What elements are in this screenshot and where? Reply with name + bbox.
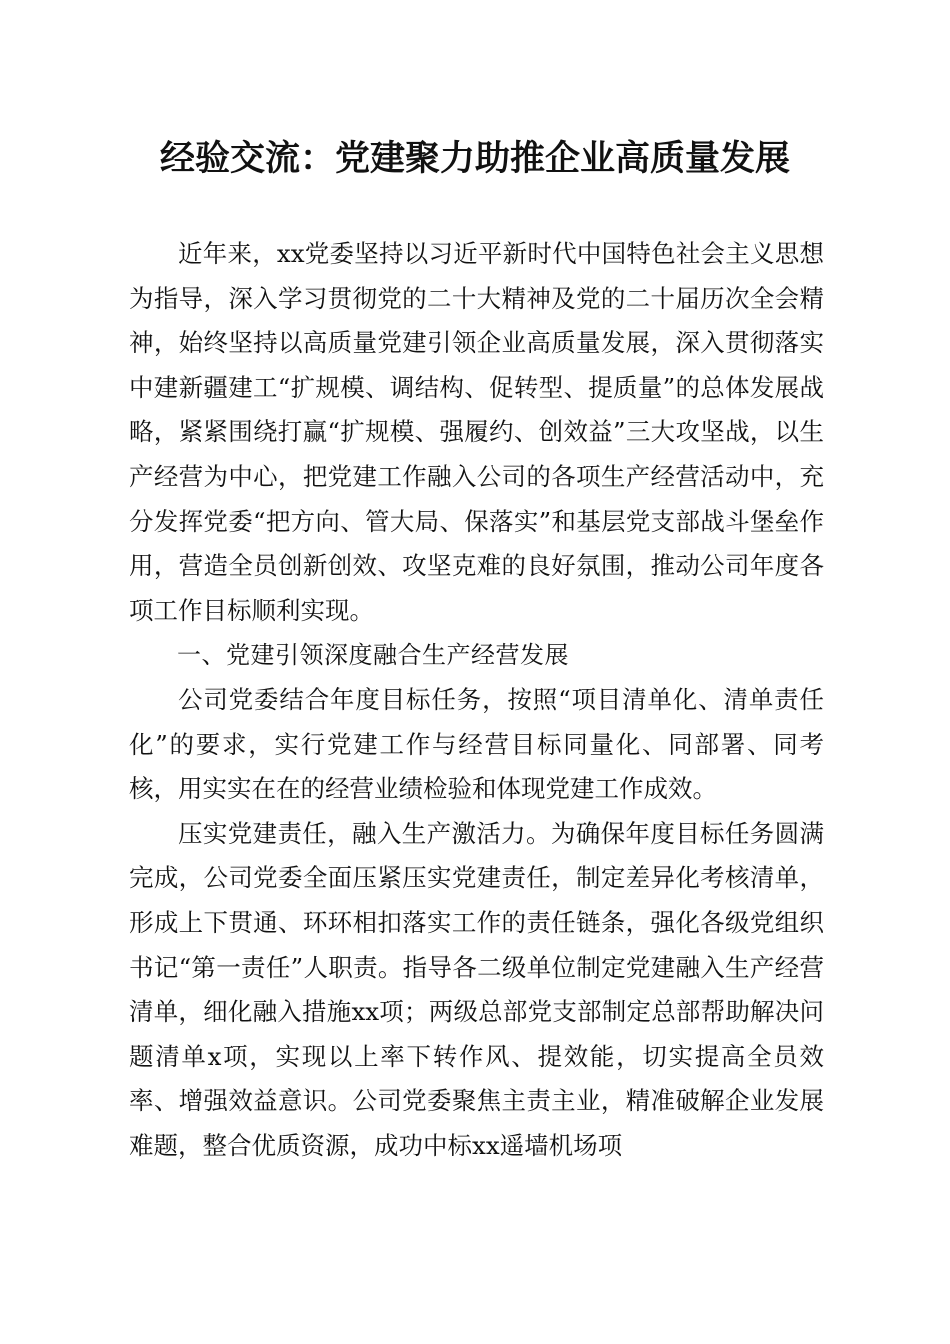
section-1-paragraph-1: 公司党委结合年度目标任务，按照“项目清单化、清单责任化”的要求，实行党建工作与经营目标同量化、同部署、同考核，用实实在在的经营业绩检验和体现党建工作成效。 — [129, 684, 824, 804]
intro-paragraph: 近年来，xx党委坚持以习近平新时代中国特色社会主义思想为指导，深入学习贯彻党的二十大精神及党的二十届历次全会精神，始终坚持以高质量党建引领企业高质量发展，深入贯彻落实中建新疆建工“扩规模、调结构、促转型、提质量”的总体发展战略，紧紧围绕打赢“扩规模、强履约、创效益”三大攻坚战，以生产经营为中心，把党建工作融入公司的各项生产经营活动中，充分发挥党委“把方向、管大局、保落实”和基层党支部战斗堡垒作用，营造全员创新创效、攻坚克难的良好氛围，推动公司年度各项工作目标顺利实现。 — [129, 239, 824, 625]
document-title: 经验交流：党建聚力助推企业高质量发展 — [159, 138, 790, 179]
section-1-paragraph-2: 压实党建责任，融入生产激活力。为确保年度目标任务圆满完成，公司党委全面压紧压实党建责任，制定差异化考核清单，形成上下贯通、环环相扣落实工作的责任链条，强化各级党组织书记“第一责任”人职责。指导各二级单位制定党建融入生产经营清单，细化融入措施xx项；两级总部党支部制定总部帮助解决问题清单x项，实现以上率下转作风、提效能，切实提高全员效率、增强效益意识。公司党委聚焦主责主业，精准破解企业发展难题，整合优质资源，成功中标xx遥墙机场项 — [129, 818, 824, 1160]
section-heading-1: 一、党建引领深度融合生产经营发展 — [177, 641, 569, 670]
document-body — [129, 232, 824, 1168]
